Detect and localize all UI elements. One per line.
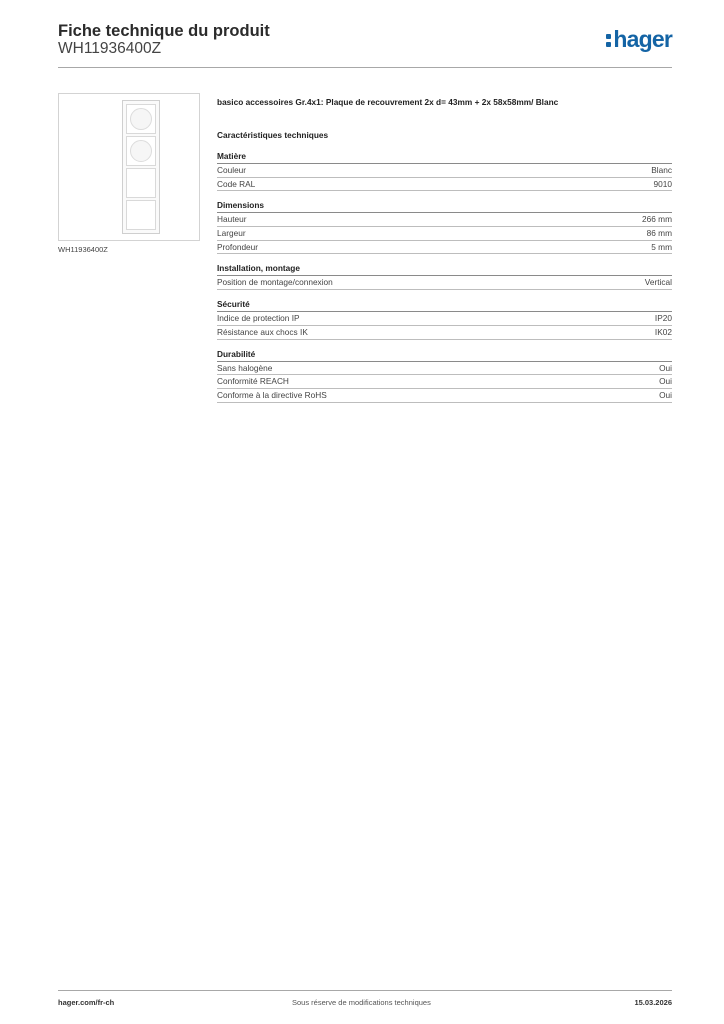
- spec-value: 9010: [653, 178, 672, 189]
- product-reference: WH11936400Z: [58, 40, 162, 57]
- spec-value: Blanc: [651, 165, 672, 175]
- spec-value: IK02: [654, 326, 672, 337]
- spec-row: [217, 389, 672, 403]
- spec-label: Sans halogène: [217, 362, 273, 373]
- logo-text: hager: [613, 26, 672, 52]
- spec-label: Profondeur: [217, 241, 259, 252]
- spec-label: Indice de protection IP: [217, 313, 300, 324]
- spec-label: Conformité REACH: [217, 376, 289, 387]
- spec-value: 266 mm: [642, 214, 672, 225]
- spec-row: [217, 178, 672, 192]
- footer-website: hager.com/fr-ch: [58, 998, 115, 1007]
- spec-label: Résistance aux chocs IK: [217, 326, 308, 337]
- spec-row: [217, 227, 672, 241]
- header-divider: [58, 67, 672, 68]
- spec-row: [217, 375, 672, 389]
- hager-logo: [606, 26, 672, 53]
- spec-row: [217, 276, 672, 290]
- spec-section-title: Dimensions: [217, 200, 672, 213]
- cover-plate-illustration: [122, 100, 160, 234]
- spec-value: 5 mm: [651, 241, 672, 252]
- footer-date: 15.03.2026: [634, 998, 672, 1007]
- specs-heading: Caractéristiques techniques: [217, 130, 329, 140]
- image-caption: WH11936400Z: [58, 245, 108, 254]
- spec-value: Oui: [659, 362, 672, 373]
- spec-value: IP20: [654, 313, 672, 324]
- spec-section: [217, 200, 672, 254]
- spec-row: [217, 312, 672, 326]
- spec-section: [217, 349, 672, 403]
- spec-row: [217, 164, 672, 178]
- spec-sections: [217, 151, 672, 403]
- spec-section-title: Matière: [217, 151, 672, 164]
- plate-round-opening: [126, 136, 156, 166]
- spec-label: Largeur: [217, 228, 246, 239]
- document-title: Fiche technique du produit: [58, 22, 270, 40]
- spec-section: [217, 299, 672, 339]
- spec-label: Position de montage/connexion: [217, 277, 333, 288]
- product-image: [58, 93, 200, 241]
- product-description: basico accessoires Gr.4x1: Plaque de recouvrement 2x d= 43mm + 2x 58x58mm/ Blanc: [217, 97, 559, 107]
- plate-round-opening: [126, 104, 156, 134]
- spec-row: [217, 213, 672, 227]
- spec-row: [217, 362, 672, 376]
- spec-value: 86 mm: [646, 228, 672, 239]
- spec-value: Oui: [659, 376, 672, 387]
- spec-label: Couleur: [217, 165, 247, 175]
- spec-section-title: Sécurité: [217, 299, 672, 312]
- plate-square-opening: [126, 200, 156, 230]
- footer-notice: Sous réserve de modifications techniques: [292, 998, 431, 1007]
- spec-section: [217, 151, 672, 191]
- spec-row: [217, 241, 672, 255]
- document-header: [58, 20, 672, 68]
- spec-section-title: Installation, montage: [217, 263, 672, 276]
- logo-colon-icon: [606, 32, 611, 48]
- footer-divider: [58, 990, 672, 991]
- plate-square-opening: [126, 168, 156, 198]
- spec-label: Hauteur: [217, 214, 247, 225]
- spec-label: Code RAL: [217, 178, 256, 189]
- product-content: [217, 96, 672, 403]
- spec-value: Vertical: [644, 277, 672, 288]
- spec-section-title: Durabilité: [217, 349, 672, 362]
- spec-label: Conforme à la directive RoHS: [217, 389, 327, 400]
- spec-row: [217, 326, 672, 340]
- spec-section: [217, 263, 672, 290]
- spec-value: Oui: [659, 389, 672, 400]
